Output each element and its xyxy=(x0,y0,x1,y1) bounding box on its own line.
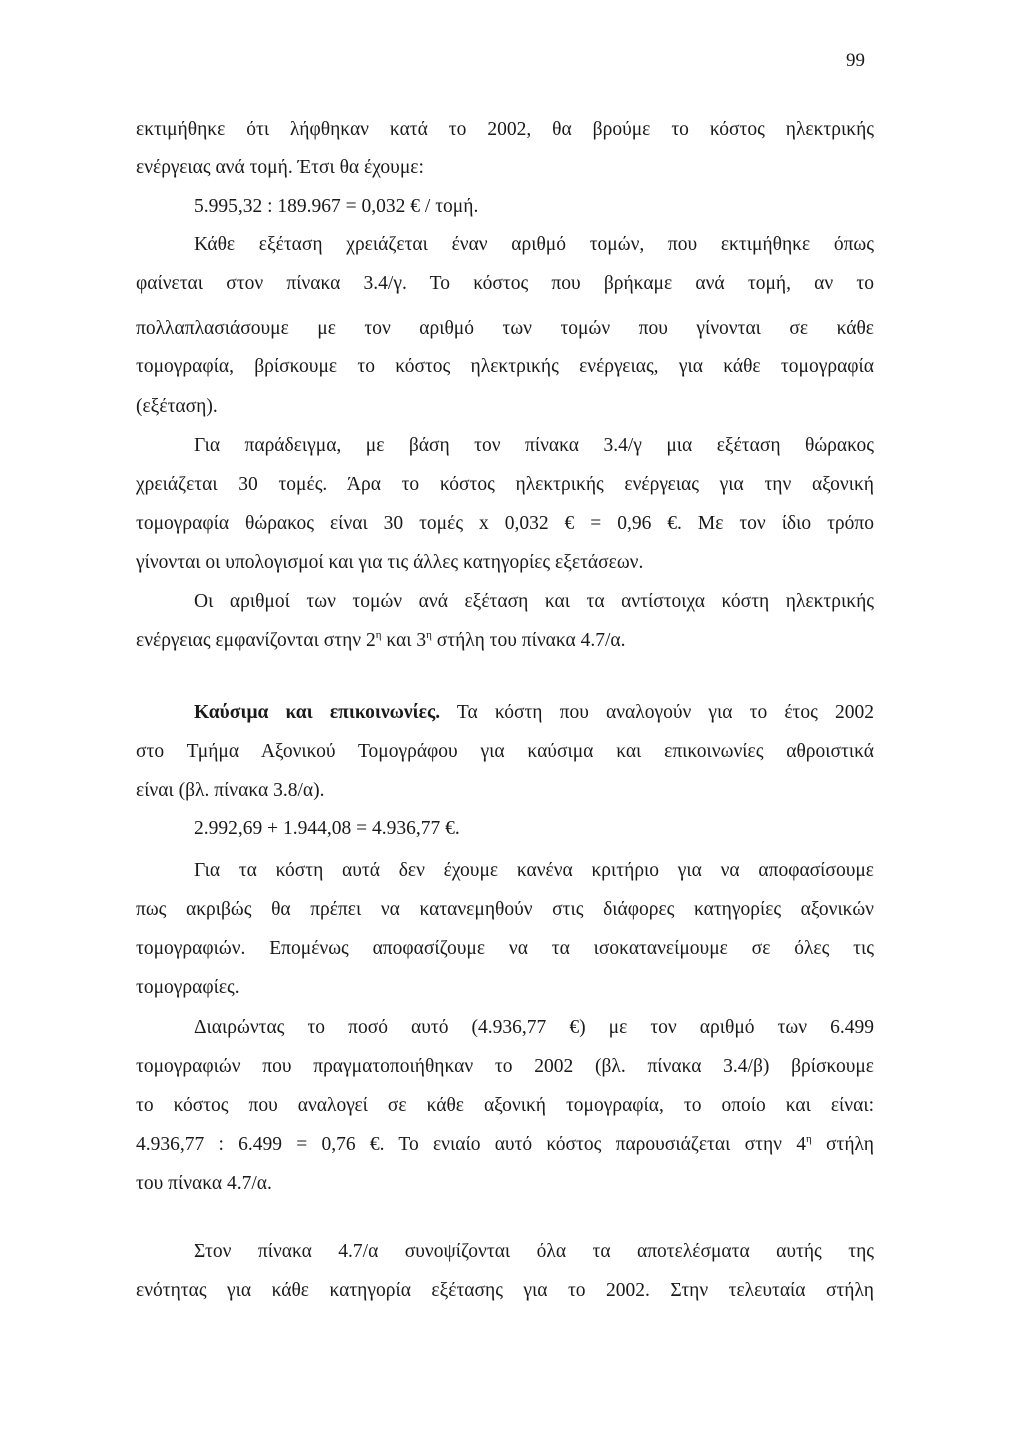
calculation-line: 2.992,69 + 1.944,08 = 4.936,77 €. xyxy=(194,818,460,839)
text-line: πως ακριβώς θα πρέπει να κατανεμηθούν στις διάφορες κατηγορίες αξονικών xyxy=(136,899,874,920)
text-line: ενότητας για κάθε κατηγορία εξέτασης για το 2002. Στην τελευταία στήλη xyxy=(136,1280,874,1301)
ordinal-superscript: η xyxy=(375,629,382,641)
text-line: γίνονται οι υπολογισμοί και για τις άλλες κατηγορίες εξετάσεων. xyxy=(136,552,644,573)
page-number: 99 xyxy=(846,50,865,71)
paragraph-start: Για τα κόστη αυτά δεν έχουμε κανένα κριτήριο για να αποφασίσουμε xyxy=(194,860,874,881)
text-line: στο Τμήμα Αξονικού Τομογράφου για καύσιμα και επικοινωνίες αθροιστικά xyxy=(136,741,874,762)
text-segment: Τα κόστη που αναλογούν για το έτος 2002 xyxy=(440,702,874,723)
text-line: εκτιμήθηκε ότι λήφθηκαν κατά το 2002, θα βρούμε το κόστος ηλεκτρικής xyxy=(136,119,874,140)
text-line: χρειάζεται 30 τομές. Άρα το κόστος ηλεκτρικής ενέργειας για την αξονική xyxy=(136,474,874,495)
paragraph-start: Οι αριθμοί των τομών ανά εξέταση και τα αντίστοιχα κόστη ηλεκτρικής xyxy=(194,591,874,612)
text-line: φαίνεται στον πίνακα 3.4/γ. Το κόστος που βρήκαμε ανά τομή, αν το xyxy=(136,273,874,294)
text-line: τομογραφιών. Επομένως αποφασίζουμε να τα ισοκατανείμουμε σε όλες τις xyxy=(136,938,874,959)
text-line: ενέργειας ανά τομή. Έτσι θα έχουμε: xyxy=(136,157,424,178)
ordinal-superscript: η xyxy=(805,1133,812,1145)
text-segment: ενέργειας εμφανίζονται στην 2 xyxy=(136,630,376,651)
text-line xyxy=(136,1133,874,1157)
paragraph-start: Στον πίνακα 4.7/α συνοψίζονται όλα τα αποτελέσματα αυτής της xyxy=(194,1241,874,1262)
text-line: το κόστος που αναλογεί σε κάθε αξονική τομογραφία, το οποίο και είναι: xyxy=(136,1095,874,1116)
text-line: πολλαπλασιάσουμε με τον αριθμό των τομών που γίνονται σε κάθε xyxy=(136,318,874,339)
text-line: (εξέταση). xyxy=(136,396,218,417)
paragraph-start: Κάθε εξέταση χρειάζεται έναν αριθμό τομών, που εκτιμήθηκε όπως xyxy=(194,234,874,255)
section-heading: Καύσιμα και επικοινωνίες. xyxy=(194,702,441,723)
calculation-line: 5.995,32 : 189.967 = 0,032 € / τομή. xyxy=(194,196,479,217)
paragraph-start: Για παράδειγμα, με βάση τον πίνακα 3.4/γ μια εξέταση θώρακος xyxy=(194,435,874,456)
text-segment: και 3 xyxy=(381,630,427,651)
text-line: τομογραφιών που πραγματοποιήθηκαν το 2002 (βλ. πίνακα 3.4/β) βρίσκουμε xyxy=(136,1056,874,1077)
text-segment: στήλη xyxy=(811,1134,874,1155)
text-segment: 4.936,77 : 6.499 = 0,76 €. Το ενιαίο αυτό κόστος παρουσιάζεται στην 4 xyxy=(136,1134,806,1155)
text-segment: στήλη του πίνακα 4.7/α. xyxy=(431,630,626,651)
text-line xyxy=(136,629,874,653)
text-line: τομογραφία, βρίσκουμε το κόστος ηλεκτρικής ενέργειας, για κάθε τομογραφία xyxy=(136,356,874,377)
text-line: του πίνακα 4.7/α. xyxy=(136,1173,272,1194)
paragraph-start: Διαιρώντας το ποσό αυτό (4.936,77 €) με τον αριθμό των 6.499 xyxy=(194,1017,874,1038)
section-paragraph-start xyxy=(194,701,874,725)
text-line: τομογραφίες. xyxy=(136,977,240,998)
text-line: είναι (βλ. πίνακα 3.8/α). xyxy=(136,780,325,801)
ordinal-superscript: η xyxy=(426,629,432,641)
text-line: τομογραφία θώρακος είναι 30 τομές x 0,032 € = 0,96 €. Με τον ίδιο τρόπο xyxy=(136,513,874,534)
